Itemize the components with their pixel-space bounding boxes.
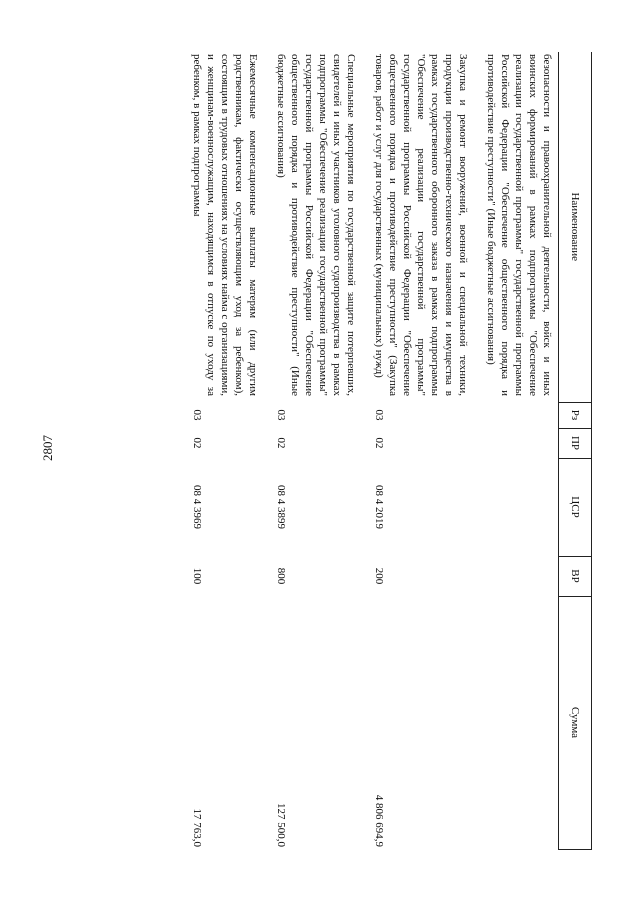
row-pr: [474, 428, 559, 458]
table-row: [264, 52, 362, 849]
row-vr: 100: [191, 567, 203, 585]
header-vr: ВР: [559, 556, 592, 596]
table-row: [474, 52, 559, 849]
row-name: Закупка и ремонт вооружений, военной и специальной техники, продукции производственно-технического назначения и имущества в рамках государственного оборонного заказа в рамках подпрограммы "Обеспечение реализации государственной программы" государственной программы Российской Федерации "Обеспечение общественного порядка и противодействие преступности" (Закупка товаров, работ и услуг для государственных (муниципальных) нужд): [373, 54, 469, 396]
row-rz: 03: [373, 409, 385, 421]
budget-table: [180, 52, 592, 850]
row-sum: 17 763,0: [191, 808, 203, 847]
rotated-page-content: [68, 52, 592, 849]
header-pr: ПР: [559, 428, 592, 458]
row-pr: 02: [191, 437, 203, 449]
row-pr: 02: [373, 437, 385, 449]
header-csr: ЦСР: [559, 458, 592, 556]
table-header-row: [559, 52, 592, 849]
row-name: Ежемесячные компенсационные выплаты матерям (или другим родственникам, фактически осуществляющим уход за ребенком), состоящим в трудовых отношениях на условиях найма с организациями, и женщинам-военнослужащим, находящимся в отпуске по уходу за ребенком, в рамках подпрограммы: [191, 54, 259, 396]
header-sum: Сумма: [559, 596, 592, 849]
header-name: Наименование: [559, 52, 592, 402]
row-vr: 200: [373, 567, 385, 585]
row-sum: 127 500,0: [275, 803, 287, 847]
row-rz: [474, 402, 559, 428]
row-name: Специальные мероприятия по государственной защите потерпевших, свидетелей и иных участников уголовного судопроизводства в рамках подпрограммы "Обеспечение реализации государственной программы" государственной программы Российской Федерации "Обеспечение общественного порядка и противодействие преступности" (Иные бюджетные ассигнования): [275, 54, 357, 396]
row-csr: [474, 458, 559, 556]
header-rz: Рз: [559, 402, 592, 428]
row-rz: 03: [191, 409, 203, 421]
row-csr: 08 4 2019: [373, 485, 385, 529]
row-csr: 08 4 3899: [275, 485, 287, 529]
table-row: [180, 52, 264, 849]
page-number: 2807: [40, 435, 55, 461]
row-name: безопасности и правоохранительной деятельности, войск и иных воинских формирований в рамках подпрограммы "Обеспечение реализации государственной программы" государственной программы Российской Федерации "Обеспечение общественного порядка и противодействие преступности" (Иные бюджетные ассигнования): [485, 54, 553, 396]
row-vr: 800: [275, 567, 287, 585]
row-sum: [474, 596, 559, 849]
row-vr: [474, 556, 559, 596]
row-pr: 02: [275, 437, 287, 449]
row-rz: 03: [275, 409, 287, 421]
row-csr: 08 4 3969: [191, 485, 203, 529]
table-row: [362, 52, 474, 849]
row-sum: 4 806 694,9: [373, 794, 385, 847]
